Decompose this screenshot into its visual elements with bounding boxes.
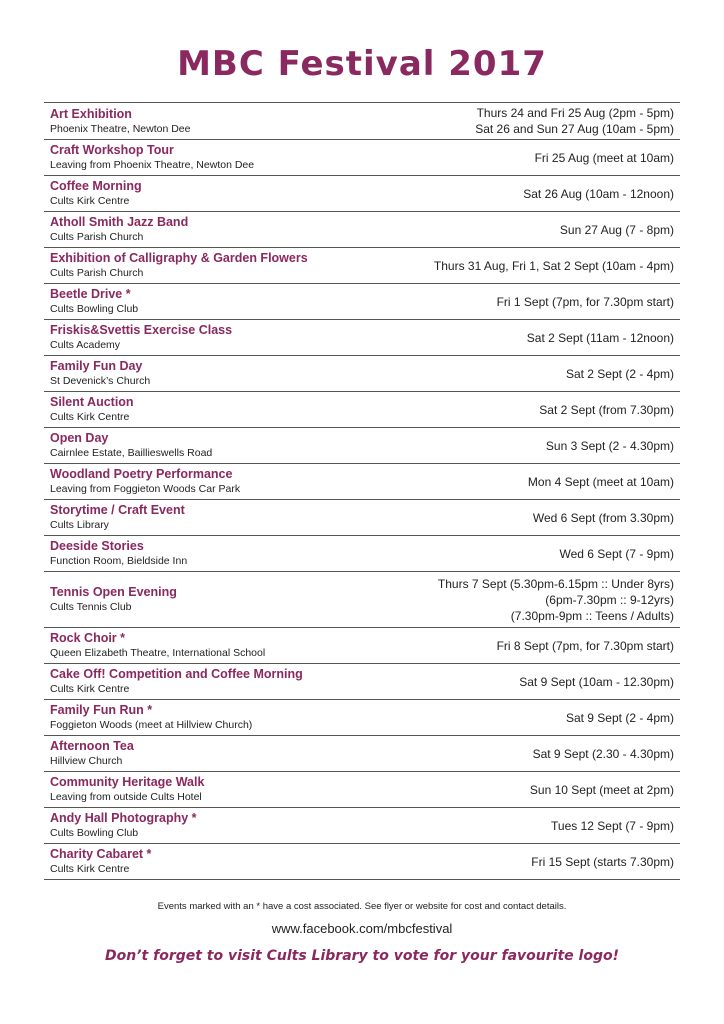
event-time: Sat 26 and Sun 27 Aug (10am - 5pm) bbox=[475, 122, 674, 136]
event-times bbox=[533, 510, 680, 526]
event-times bbox=[497, 294, 680, 310]
event-venue: Leaving from outside Cults Hotel bbox=[50, 791, 202, 803]
event-time: Thurs 7 Sept (5.30pm-6.15pm :: Under 8yrs) bbox=[437, 576, 674, 591]
event-times bbox=[438, 576, 680, 624]
event-time: Fri 1 Sept (7pm, for 7.30pm start) bbox=[496, 294, 674, 309]
event-info bbox=[44, 214, 188, 245]
event-row bbox=[44, 772, 680, 808]
event-venue: St Devenick’s Church bbox=[50, 375, 151, 387]
event-times bbox=[539, 402, 680, 418]
event-info bbox=[44, 810, 197, 841]
event-row bbox=[44, 808, 680, 844]
event-times bbox=[531, 854, 680, 870]
event-info bbox=[44, 358, 150, 389]
footer-message: Don’t forget to visit Cults Library to vote for your favourite logo! bbox=[105, 948, 619, 964]
event-venue: Cults Library bbox=[50, 519, 109, 531]
event-info bbox=[44, 178, 142, 209]
event-row bbox=[44, 248, 680, 284]
event-row bbox=[44, 212, 680, 248]
event-venue: Cults Parish Church bbox=[50, 267, 144, 279]
event-row bbox=[44, 320, 680, 356]
event-info bbox=[44, 584, 177, 615]
event-venue: Cults Bowling Club bbox=[50, 303, 139, 315]
event-time: Fri 25 Aug (meet at 10am) bbox=[534, 150, 674, 165]
event-row bbox=[44, 392, 680, 428]
event-times bbox=[551, 818, 680, 834]
event-info bbox=[44, 430, 212, 461]
event-time: Fri 8 Sept (7pm, for 7.30pm start) bbox=[496, 638, 674, 653]
event-info bbox=[44, 250, 308, 281]
event-name: Afternoon Tea bbox=[50, 739, 134, 753]
event-time: (6pm-7.30pm :: 9-12yrs) bbox=[545, 592, 674, 607]
event-time: Wed 6 Sept (7 - 9pm) bbox=[559, 546, 674, 561]
event-row bbox=[44, 464, 680, 500]
event-name: Silent Auction bbox=[50, 395, 134, 409]
event-info bbox=[44, 774, 204, 805]
event-name: Friskis&Svettis Exercise Class bbox=[50, 323, 233, 337]
event-venue: Leaving from Foggieton Woods Car Park bbox=[50, 483, 241, 495]
event-info bbox=[44, 394, 134, 425]
event-venue: Cults Kirk Centre bbox=[50, 683, 130, 695]
event-time: Sat 9 Sept (10am - 12.30pm) bbox=[519, 674, 674, 689]
event-name: Charity Cabaret * bbox=[50, 847, 152, 861]
event-name: Beetle Drive * bbox=[50, 287, 131, 301]
event-time: Sat 2 Sept (11am - 12noon) bbox=[526, 330, 674, 345]
event-venue: Leaving from Phoenix Theatre, Newton Dee bbox=[50, 159, 255, 171]
event-name: Family Fun Run * bbox=[50, 703, 153, 717]
event-venue: Cults Tennis Club bbox=[50, 601, 132, 613]
event-time: Sat 26 Aug (10am - 12noon) bbox=[523, 186, 674, 201]
event-name: Tennis Open Evening bbox=[50, 585, 177, 599]
event-times bbox=[560, 222, 680, 238]
page-title: MBC Festival 2017 bbox=[177, 44, 547, 84]
event-times bbox=[560, 546, 681, 562]
event-time: Mon 4 Sept (meet at 10am) bbox=[527, 474, 674, 489]
event-name: Cake Off! Competition and Coffee Morning bbox=[50, 667, 303, 681]
event-venue: Function Room, Bieldside Inn bbox=[50, 555, 188, 567]
event-venue: Cults Academy bbox=[50, 339, 121, 351]
event-row bbox=[44, 356, 680, 392]
event-row bbox=[44, 664, 680, 700]
event-time: Sat 9 Sept (2 - 4pm) bbox=[565, 710, 674, 725]
event-times bbox=[519, 674, 680, 690]
event-name: Andy Hall Photography * bbox=[50, 811, 197, 825]
event-time: Sun 27 Aug (7 - 8pm) bbox=[559, 222, 674, 237]
event-venue: Foggieton Woods (meet at Hillview Church) bbox=[50, 719, 253, 731]
event-info bbox=[44, 106, 190, 137]
event-time: Thurs 31 Aug, Fri 1, Sat 2 Sept (10am - 4pm) bbox=[433, 258, 674, 273]
event-venue: Cults Kirk Centre bbox=[50, 411, 130, 423]
event-row bbox=[44, 844, 680, 880]
event-times bbox=[530, 782, 680, 798]
event-name: Open Day bbox=[50, 431, 109, 445]
event-name: Atholl Smith Jazz Band bbox=[50, 215, 189, 229]
event-name: Art Exhibition bbox=[50, 106, 132, 121]
event-info bbox=[44, 846, 151, 877]
event-info bbox=[44, 322, 232, 353]
event-times bbox=[528, 474, 680, 490]
event-time: Sun 3 Sept (2 - 4.30pm) bbox=[545, 438, 674, 453]
event-row bbox=[44, 428, 680, 464]
event-name: Woodland Poetry Performance bbox=[50, 467, 233, 481]
event-name: Community Heritage Walk bbox=[50, 775, 205, 789]
event-info bbox=[44, 142, 254, 173]
event-name: Rock Choir * bbox=[50, 631, 126, 645]
event-row bbox=[44, 500, 680, 536]
event-time: Thurs 24 and Fri 25 Aug (2pm - 5pm) bbox=[476, 106, 674, 120]
event-venue: Queen Elizabeth Theatre, International School bbox=[50, 647, 266, 659]
event-venue: Cults Parish Church bbox=[50, 231, 144, 243]
event-name: Family Fun Day bbox=[50, 359, 143, 373]
event-times bbox=[523, 186, 680, 202]
event-row bbox=[44, 176, 680, 212]
event-name: Storytime / Craft Event bbox=[50, 503, 185, 517]
event-row bbox=[44, 628, 680, 664]
event-info bbox=[44, 286, 138, 317]
event-venue: Cults Kirk Centre bbox=[50, 195, 130, 207]
event-times bbox=[475, 105, 680, 137]
event-time: Wed 6 Sept (from 3.30pm) bbox=[532, 510, 674, 525]
events-table bbox=[44, 102, 680, 880]
event-info bbox=[44, 466, 240, 497]
event-times bbox=[566, 710, 680, 726]
website-link[interactable]: www.facebook.com/mbcfestival bbox=[271, 921, 453, 936]
event-row bbox=[44, 736, 680, 772]
event-times bbox=[546, 438, 680, 454]
event-time: Sat 2 Sept (from 7.30pm) bbox=[539, 402, 674, 417]
event-info bbox=[44, 502, 185, 533]
event-row bbox=[44, 102, 680, 140]
event-info bbox=[44, 630, 265, 661]
event-name: Exhibition of Calligraphy & Garden Flowers bbox=[50, 251, 308, 265]
event-time: (7.30pm-9pm :: Teens / Adults) bbox=[510, 608, 674, 623]
event-row bbox=[44, 700, 680, 736]
event-venue: Cults Bowling Club bbox=[50, 827, 139, 839]
event-info bbox=[44, 666, 303, 697]
event-time: Sat 9 Sept (2.30 - 4.30pm) bbox=[532, 746, 674, 761]
event-venue: Hillview Church bbox=[50, 755, 123, 767]
event-info bbox=[44, 538, 187, 569]
event-info bbox=[44, 738, 134, 769]
event-name: Craft Workshop Tour bbox=[50, 143, 174, 157]
event-row bbox=[44, 536, 680, 572]
event-name: Deeside Stories bbox=[50, 539, 144, 553]
event-row bbox=[44, 572, 680, 628]
event-venue: Phoenix Theatre, Newton Dee bbox=[50, 122, 191, 135]
event-row bbox=[44, 284, 680, 320]
event-times bbox=[497, 638, 680, 654]
event-times bbox=[533, 746, 680, 762]
event-times bbox=[434, 258, 680, 274]
event-times bbox=[566, 366, 680, 382]
event-venue: Cairnlee Estate, Baillieswells Road bbox=[50, 447, 213, 459]
event-times bbox=[527, 330, 680, 346]
event-time: Tues 12 Sept (7 - 9pm) bbox=[551, 818, 674, 833]
event-venue: Cults Kirk Centre bbox=[50, 863, 130, 875]
event-time: Sun 10 Sept (meet at 2pm) bbox=[529, 782, 674, 797]
event-name: Coffee Morning bbox=[50, 179, 142, 193]
event-time: Fri 15 Sept (starts 7.30pm) bbox=[531, 854, 674, 869]
event-info bbox=[44, 702, 252, 733]
event-times bbox=[535, 150, 680, 166]
event-row bbox=[44, 140, 680, 176]
cost-note: Events marked with an * have a cost associated. See flyer or website for cost and contact details. bbox=[157, 901, 567, 912]
event-time: Sat 2 Sept (2 - 4pm) bbox=[565, 366, 674, 381]
